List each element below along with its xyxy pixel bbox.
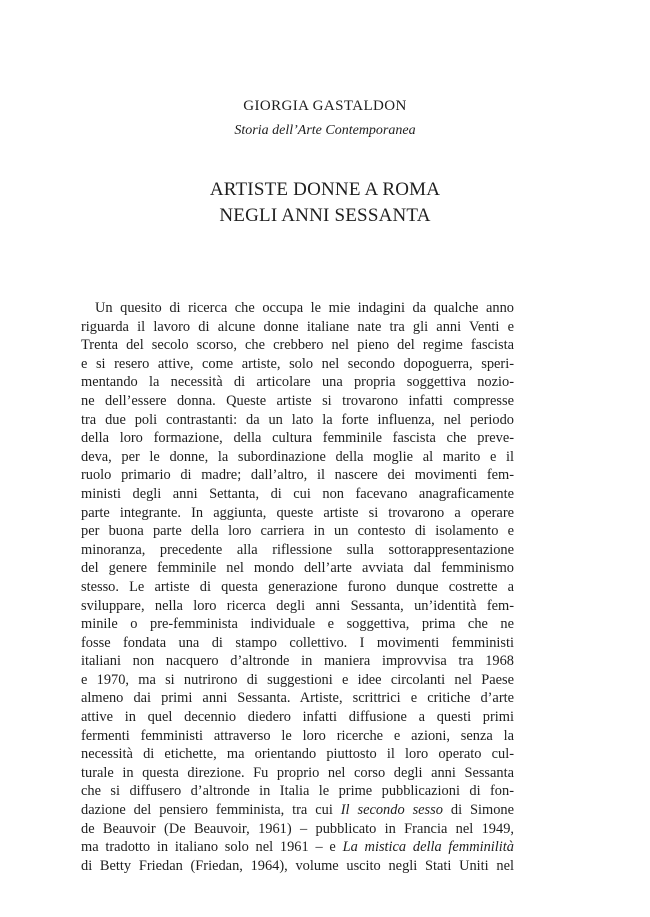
text-line: del genere femminile nel mondo dell’arte avviata dal femminismo [81, 560, 514, 577]
book-title-italic: La mistica della femminilità [342, 839, 514, 856]
text-line: della loro formazione, della cultura femminile fascista che preve- [81, 430, 514, 447]
text-line: parte integrante. In aggiunta, queste artiste si trovarono a operare [81, 504, 514, 521]
text-line [81, 801, 514, 820]
text-line: turale in questa direzione. Fu proprio nel corso degli anni Sessanta [81, 764, 514, 781]
text-line [81, 838, 514, 857]
text-line: e 1970, ma si nutrirono di suggestioni e idee circolanti nel Paese [81, 671, 514, 688]
text-line: tra due poli contrastanti: da un lato la forte influenza, nel periodo [81, 411, 514, 428]
text-line: mentando la necessità di articolare una propria soggettiva nozio- [81, 374, 514, 391]
text-line: minoranza, precedente alla riflessione sulla sottorappresentazione [81, 541, 514, 558]
text-line: ne dell’essere donna. Queste artiste si trovarono infatti compresse [81, 392, 514, 409]
text-line: necessità di etichette, ma orientando piuttosto il loro operato cul- [81, 746, 514, 763]
text-line: e si resero attive, come artiste, solo nel secondo dopoguerra, speri- [81, 355, 514, 372]
text-line: Un quesito di ricerca che occupa le mie indagini da qualche anno [95, 300, 514, 316]
text-line: attive in quel decennio diedero infatti diffusione a questi primi [81, 709, 514, 726]
text-line: fosse fondata una di stampo collettivo. I movimenti femministi [81, 634, 514, 651]
course-name: Storia dell’Arte Contemporanea [234, 123, 416, 138]
text-line: de Beauvoir (De Beauvoir, 1961) – pubblicato in Francia nel 1949, [81, 820, 514, 837]
text-line: sviluppare, nella loro ricerca degli anni Sessanta, un’identità fem- [81, 597, 514, 614]
text-run: dazione del pensiero femminista, tra cui [81, 802, 341, 819]
chapter-title-line-2: NEGLI ANNI SESSANTA [219, 205, 431, 226]
text-line: riguarda il lavoro di alcune donne italiane nate tra gli anni Venti e [81, 318, 514, 335]
text-line: di Betty Friedan (Friedan, 1964), volume uscito negli Stati Uniti nel [81, 857, 514, 874]
text-line: italiani non nacquero d’altronde in maniera improvvisa tra 1968 [81, 653, 514, 670]
chapter-title [0, 177, 650, 229]
chapter-title-line-1: ARTISTE DONNE A ROMA [209, 179, 441, 200]
text-line: almeno dai primi anni Sessanta. Artiste, scrittrici e critiche d’arte [81, 690, 514, 707]
text-line: per buona parte della loro carriera in un contesto di isolamento e [81, 523, 514, 540]
text-line: che si diffusero d’altronde in Italia le prime pubblicazioni di fon- [81, 783, 514, 800]
text-line: ministi degli anni Settanta, di cui non facevano anagraficamente [81, 485, 514, 502]
text-line: ruolo primario di madre; dall’altro, il nascere dei movimenti fem- [81, 467, 514, 484]
text-line: fermenti femministi attraverso le loro ricerche e azioni, senza la [81, 727, 514, 744]
author-name: GIORGIA GASTALDON [243, 98, 407, 114]
text-line: Trenta del secolo scorso, che crebbero nel pieno del regime fascista [81, 337, 514, 354]
text-run: ma tradotto in italiano solo nel 1961 – e [81, 839, 343, 856]
text-line: minile o pre-femminista individuale e soggettiva, prima che ne [81, 616, 514, 633]
text-line: deva, per le donne, la subordinazione della moglie al marito e il [81, 448, 514, 465]
text-run: di Simone [442, 802, 514, 819]
body-text [81, 299, 514, 875]
text-line: stesso. Le artiste di questa generazione furono dunque costrette a [81, 578, 514, 595]
book-title-italic: Il secondo sesso [340, 802, 443, 819]
